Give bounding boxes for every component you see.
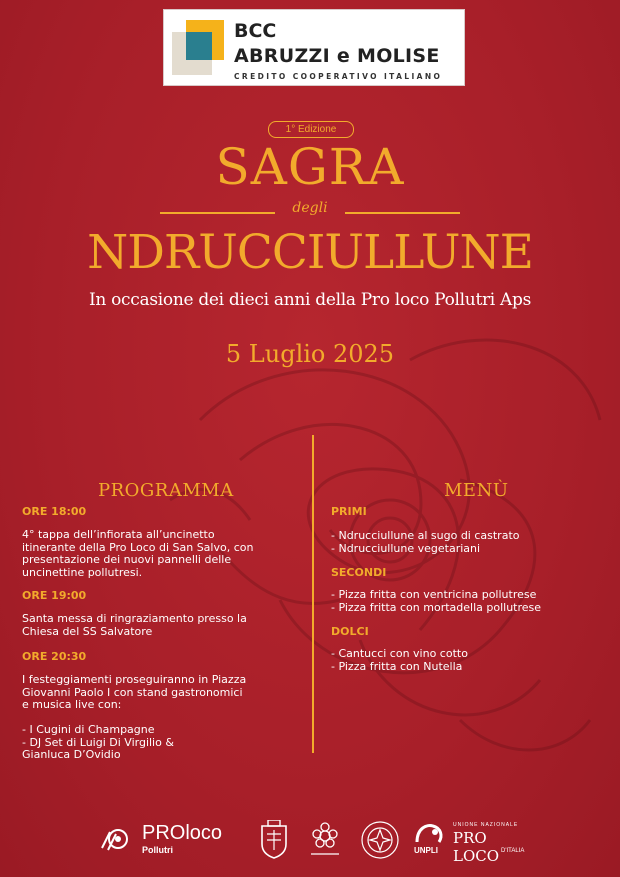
national-proloco-bottom: D'ITALIA bbox=[501, 848, 525, 854]
event-date: 5 Luglio 2025 bbox=[225, 340, 395, 368]
proloco-wordmark: PROloco bbox=[142, 822, 223, 844]
programma-heading: PROGRAMMA bbox=[98, 480, 234, 501]
event-subtitle: In occasione dei dieci anni della Pro loco Pollutri Aps bbox=[88, 290, 532, 310]
proloco-mark-icon bbox=[98, 824, 138, 854]
menu-section-secondi: SECONDI bbox=[331, 566, 387, 579]
menu-items-secondi: - Pizza fritta con ventricina pollutrese - Pizza fritta con mortadella pollutrese bbox=[331, 588, 542, 614]
circular-seal-icon bbox=[360, 820, 400, 860]
programma-time-1: ORE 18:00 bbox=[22, 505, 87, 518]
title-rule-right bbox=[345, 212, 460, 214]
title-ndrucciullune: NDRUCCIULLUNE bbox=[87, 225, 533, 280]
menu-section-primi: PRIMI bbox=[331, 505, 367, 518]
floral-emblem-icon bbox=[305, 820, 345, 860]
bcc-logo bbox=[164, 10, 464, 85]
unpli-mark-icon bbox=[413, 820, 447, 846]
column-divider bbox=[312, 435, 314, 753]
bcc-name: BCC bbox=[234, 20, 277, 42]
programma-time-3: ORE 20:30 bbox=[22, 650, 87, 663]
unpli-logo bbox=[413, 820, 447, 860]
programma-time-2: ORE 19:00 bbox=[22, 589, 87, 602]
national-proloco-top: UNIONE NAZIONALE bbox=[453, 822, 519, 828]
unpli-wordmark: UNPLI bbox=[414, 846, 438, 855]
title-sagra: SAGRA bbox=[215, 138, 405, 196]
bcc-tagline: CREDITO COOPERATIVO ITALIANO bbox=[234, 72, 443, 81]
title-degli: degli bbox=[292, 200, 328, 216]
menu-items-dolci: - Cantucci con vino cotto - Pizza fritta con Nutella bbox=[331, 647, 468, 673]
programma-text-1: 4° tappa dell’infiorata all’uncinetto itinerante della Pro Loco di San Salvo, con presentazione dei nuovi pannelli delle uncinettine pollutresi. bbox=[22, 528, 254, 579]
proloco-pollutri-logo bbox=[98, 820, 238, 860]
menu-section-dolci: DOLCI bbox=[331, 625, 369, 638]
programma-text-3: I festeggiamenti proseguiranno in Piazza Giovanni Paolo I con stand gastronomici e musica live con: - I Cugini di Champagne - DJ Set di Luigi Di Virgilio & Gianluca D’Ovidio bbox=[22, 673, 247, 761]
menu-heading: MENÙ bbox=[444, 480, 509, 501]
national-proloco-wordmark: PRO LOCO bbox=[453, 829, 500, 865]
national-proloco-logo bbox=[453, 820, 533, 865]
bcc-region: ABRUZZI e MOLISE bbox=[234, 45, 440, 67]
proloco-town: Pollutri bbox=[142, 845, 173, 855]
programma-text-2: Santa messa di ringraziamento presso la Chiesa del SS Salvatore bbox=[22, 612, 247, 638]
edition-badge: 1° Edizione bbox=[268, 121, 354, 138]
bcc-mark-icon bbox=[172, 20, 224, 75]
menu-items-primi: - Ndrucciullune al sugo di castrato - Ndrucciullune vegetariani bbox=[331, 529, 520, 555]
town-crest-icon bbox=[258, 820, 290, 860]
